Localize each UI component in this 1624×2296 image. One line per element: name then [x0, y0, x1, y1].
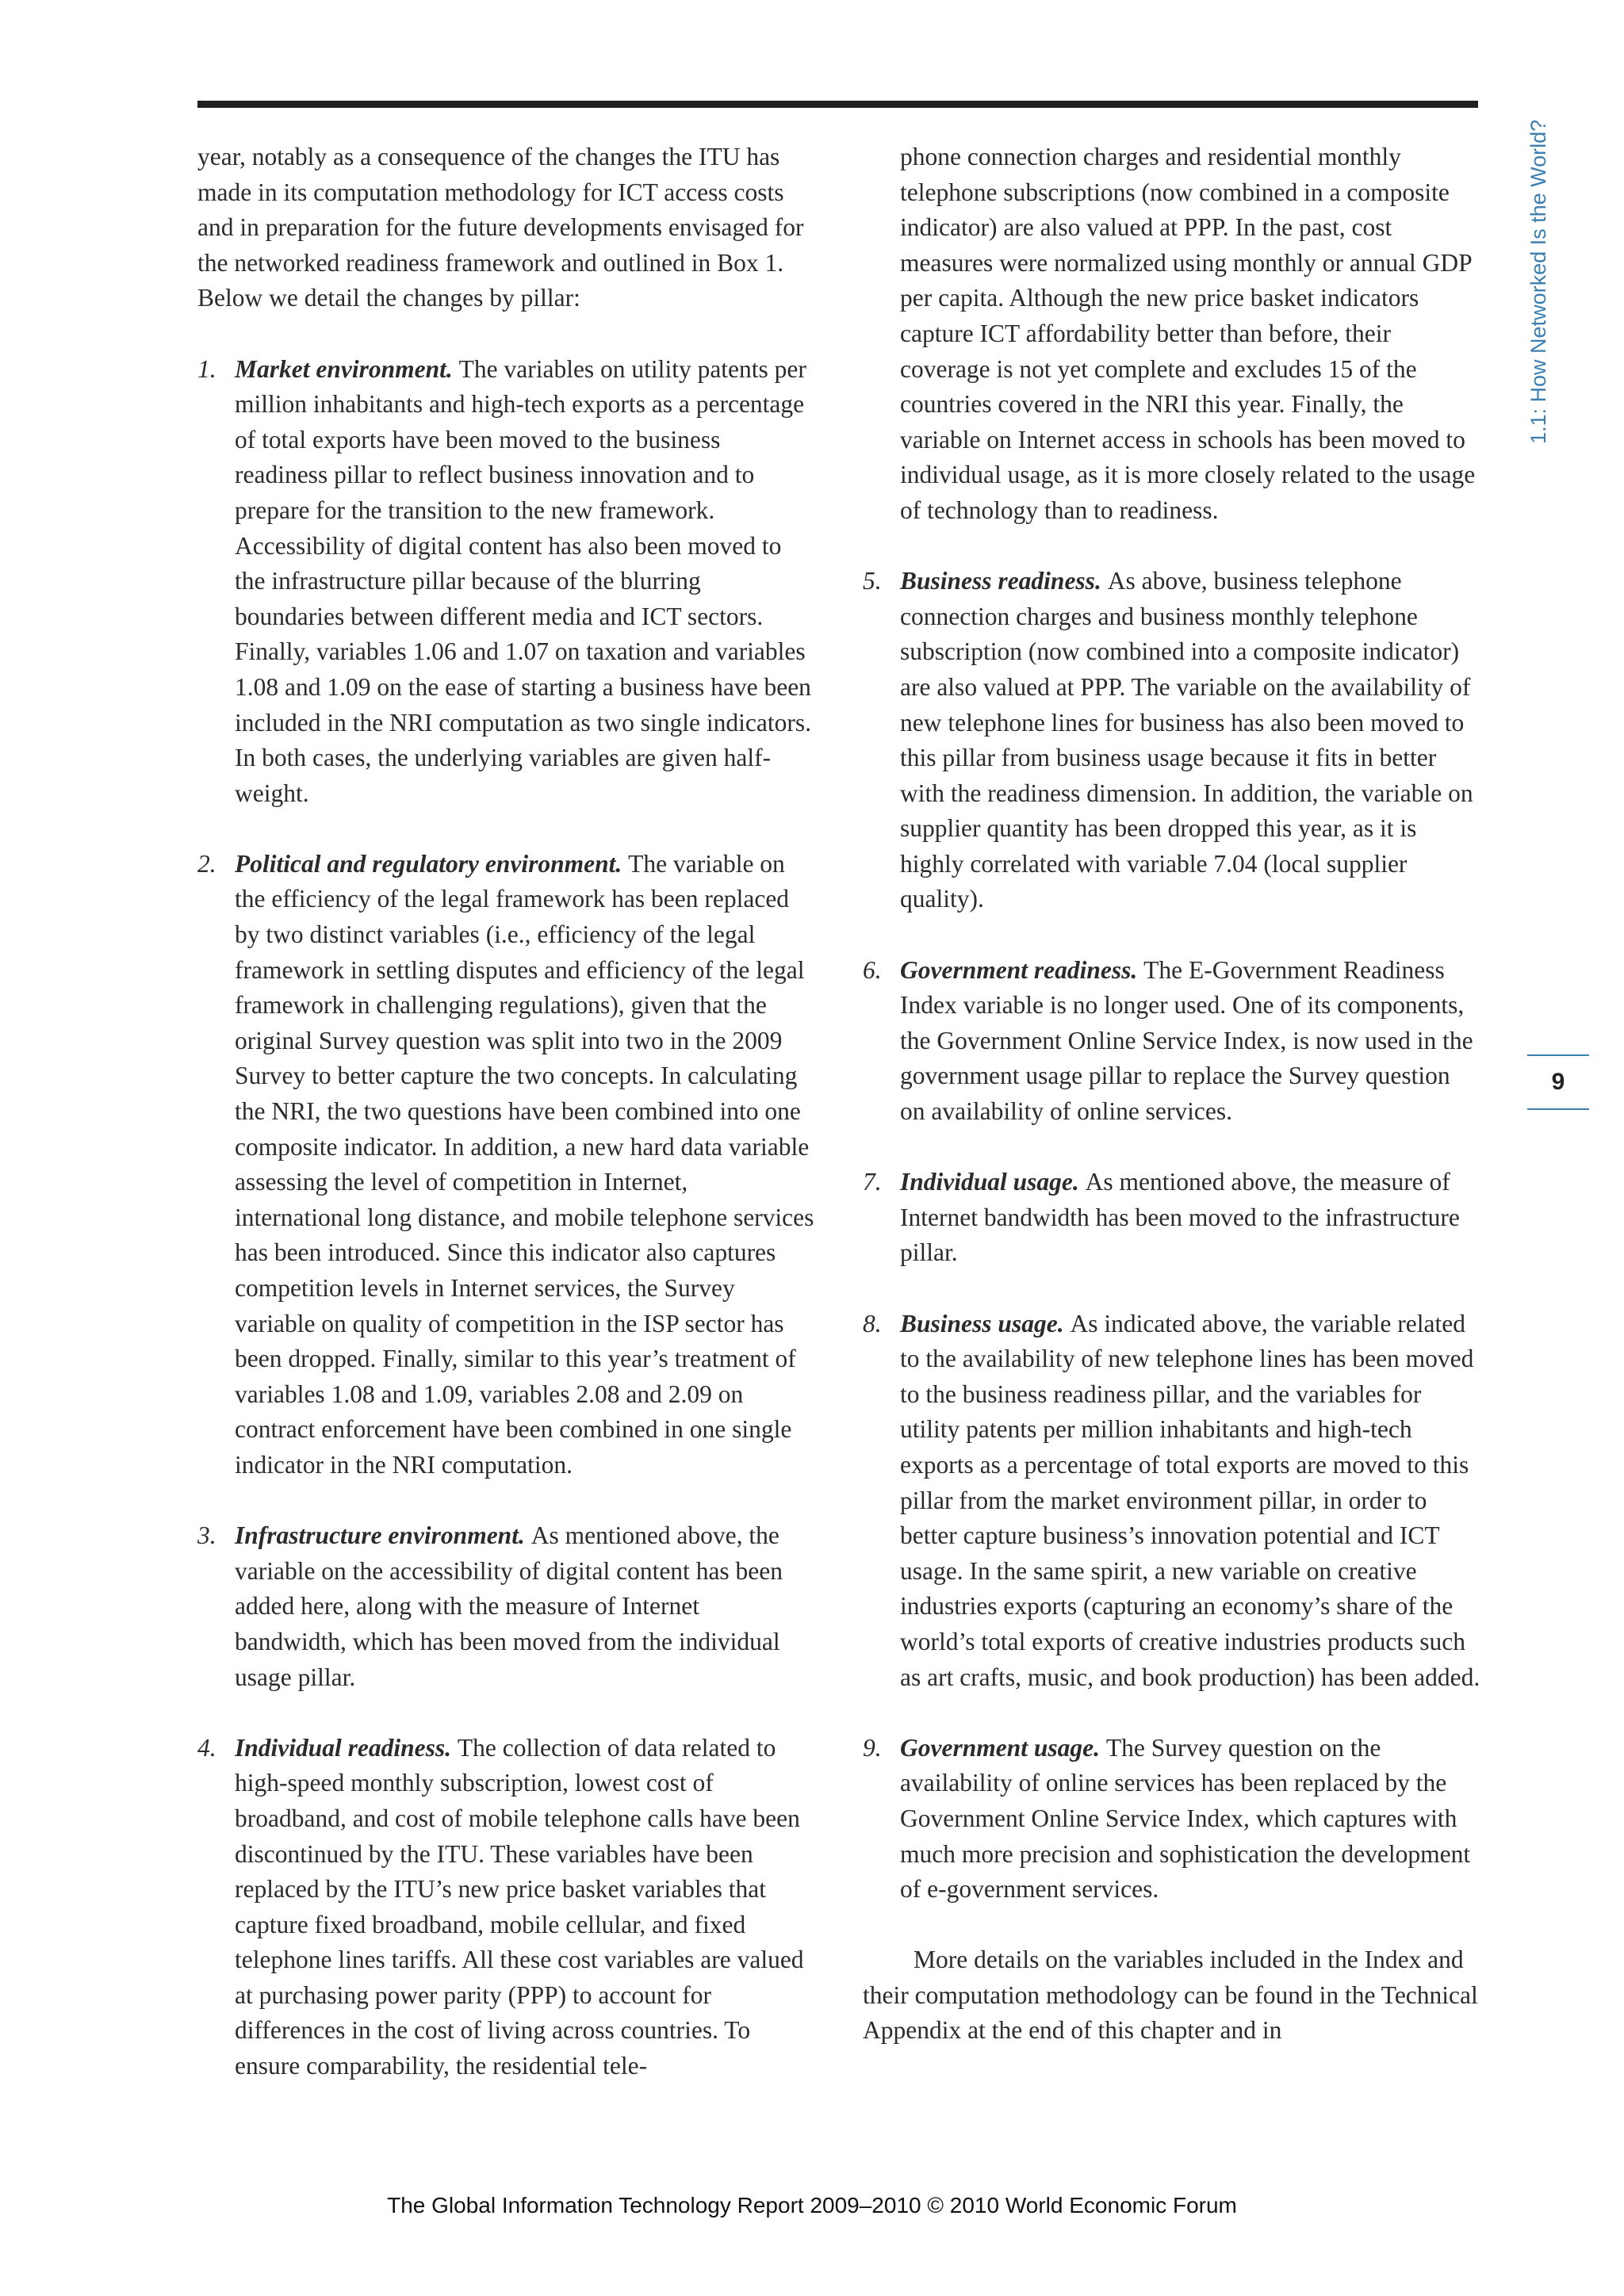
- item-number: 9.: [863, 1733, 882, 1762]
- page-footer: The Global Information Technology Report 2009–2010 © 2010 World Economic Forum: [387, 2193, 1237, 2218]
- left-column: [197, 140, 816, 2119]
- item-heading: Government readiness.: [900, 955, 1144, 984]
- page-number: 9: [1527, 1054, 1589, 1110]
- pillar-item-infrastructure: [197, 1518, 816, 1695]
- item-number: 7.: [863, 1168, 882, 1196]
- item-number: 8.: [863, 1309, 882, 1337]
- item-number: 6.: [863, 955, 882, 984]
- right-column: [863, 140, 1481, 2049]
- intro-paragraph: year, notably as a consequence of the changes the ITU has made in its computation methodology for ICT access costs and in preparation for the future developments envisaged for the networked readiness framework and outlined in Box 1. Below we detail the changes by pillar:: [197, 143, 804, 312]
- item-heading: Infrastructure environment.: [235, 1521, 531, 1550]
- pillar-item-government-usage: [863, 1731, 1481, 1908]
- item-text: As mentioned above, the measure of Internet bandwidth has been moved to the infrastructure pillar.: [900, 1168, 1460, 1267]
- item-text: As indicated above, the variable related to the availability of new telephone lines has been moved to the business readiness pillar, and the variables for utility patents per million inhabitants and high-tech exports as a percentage of total exports are moved to this pillar from the market environment pillar, in order to better capture business’s innovation potential and ICT usage. In the same spirit, a new variable on creative industries exports (capturing an economy’s share of the world’s total exports of creative industries products such as art crafts, music, and book production) has been added.: [900, 1309, 1480, 1691]
- pillar-item-business-readiness: [863, 564, 1481, 917]
- item-heading: Individual readiness.: [235, 1733, 458, 1762]
- item-number: 5.: [863, 567, 882, 595]
- item-heading: Business usage.: [900, 1309, 1071, 1337]
- pillar-item-market-environment: [197, 352, 816, 812]
- closing-paragraph: More details on the variables included in the Index and their computation methodology can be found in the Technical Appendix at the end of this chapter and in: [863, 1946, 1478, 2045]
- item-number: 2.: [197, 849, 216, 878]
- item-heading: Political and regulatory environment.: [235, 849, 629, 878]
- item-heading: Market environment.: [235, 354, 459, 383]
- item-number: 3.: [197, 1521, 216, 1550]
- item-text: The variables on utility patents per million inhabitants and high-tech exports as a percentage of total exports have been moved to the business readiness pillar to reflect business innovation and to prepare for the transition to the new framework. Accessibility of digital content has also been moved to the infrastructure pillar because of the blurring boundaries between different media and ICT sectors. Finally, variables 1.06 and 1.07 on taxation and variables 1.08 and 1.09 on the ease of starting a business have been included in the NRI computation as two single indicators. In both cases, the underlying variables are given half-weight.: [235, 354, 811, 807]
- item-text: The E-Government Readiness Index variable is no longer used. One of its components, the Government Online Service Index, is now used in the government usage pillar to replace the Survey question on availability of online services.: [900, 955, 1473, 1126]
- item-text: As above, business telephone connection charges and business monthly telephone subscription (now combined into a composite indicator) are also valued at PPP. The variable on the availability of new telephone lines for business has also been moved to this pillar from business usage because it fits in better with the readiness dimension. In addition, the variable on supplier quantity has been dropped this year, as it is highly correlated with variable 7.04 (local supplier quality).: [900, 567, 1473, 913]
- item-heading: Business readiness.: [900, 567, 1108, 595]
- item-text: As mentioned above, the variable on the accessibility of digital content has been added here, along with the measure of Internet bandwidth, which has been moved from the individual usage pillar.: [235, 1521, 783, 1691]
- item-heading: Individual usage.: [900, 1168, 1086, 1196]
- top-rule: [197, 101, 1478, 108]
- item-heading: Government usage.: [900, 1733, 1106, 1762]
- pillar-item-individual-usage: [863, 1165, 1481, 1271]
- pillar-item-political-regulatory: [197, 847, 816, 1483]
- item-text: The variable on the efficiency of the legal framework has been replaced by two distinct variables (i.e., efficiency of the legal framework in settling disputes and efficiency of the legal framework in challenging regulations), given that the original Survey question was split into two in the 2009 Survey to better capture the two concepts. In calculating the NRI, the two questions have been combined into one composite indicator. In addition, a new hard data variable assessing the level of competition in Internet, international long distance, and mobile telephone services has been introduced. Since this indicator also captures competition levels in Internet services, the Survey variable on quality of competition in the ISP sector has been dropped. Finally, similar to this year’s treatment of variables 1.08 and 1.09, variables 2.08 and 2.09 on contract enforcement have been combined in one single indicator in the NRI computation.: [235, 849, 814, 1479]
- item-text: The Survey question on the availability of online services has been replaced by the Government Online Service Index, which captures with much more precision and sophistication the development of e-government services.: [900, 1733, 1471, 1904]
- continuation-paragraph: phone connection charges and residential monthly telephone subscriptions (now combined in a composite indicator) are also valued at PPP. In the past, cost measures were normalized using monthly or annual GDP per capita. Although the new price basket indicators capture ICT affordability better than before, their coverage is not yet complete and excludes 15 of the countries covered in the NRI this year. Finally, the variable on Internet access in schools has been moved to individual usage, as it is more closely related to the usage of technology than to readiness.: [900, 143, 1476, 524]
- item-text: The collection of data related to high-speed monthly subscription, lowest cost of broadband, and cost of mobile telephone calls have been discontinued by the ITU. These variables have been replaced by the ITU’s new price basket variables that capture fixed broadband, mobile cellular, and fixed telephone lines tariffs. All these cost variables are valued at purchasing power parity (PPP) to account for differences in the cost of living across countries. To ensure comparability, the residential tele-: [235, 1733, 804, 2080]
- pillar-item-government-readiness: [863, 953, 1481, 1130]
- running-section-title: 1.1: How Networked Is the World?: [1526, 119, 1550, 444]
- pillar-item-business-usage: [863, 1307, 1481, 1696]
- item-number: 4.: [197, 1733, 216, 1762]
- item-number: 1.: [197, 354, 216, 383]
- pillar-item-individual-readiness: [197, 1731, 816, 2084]
